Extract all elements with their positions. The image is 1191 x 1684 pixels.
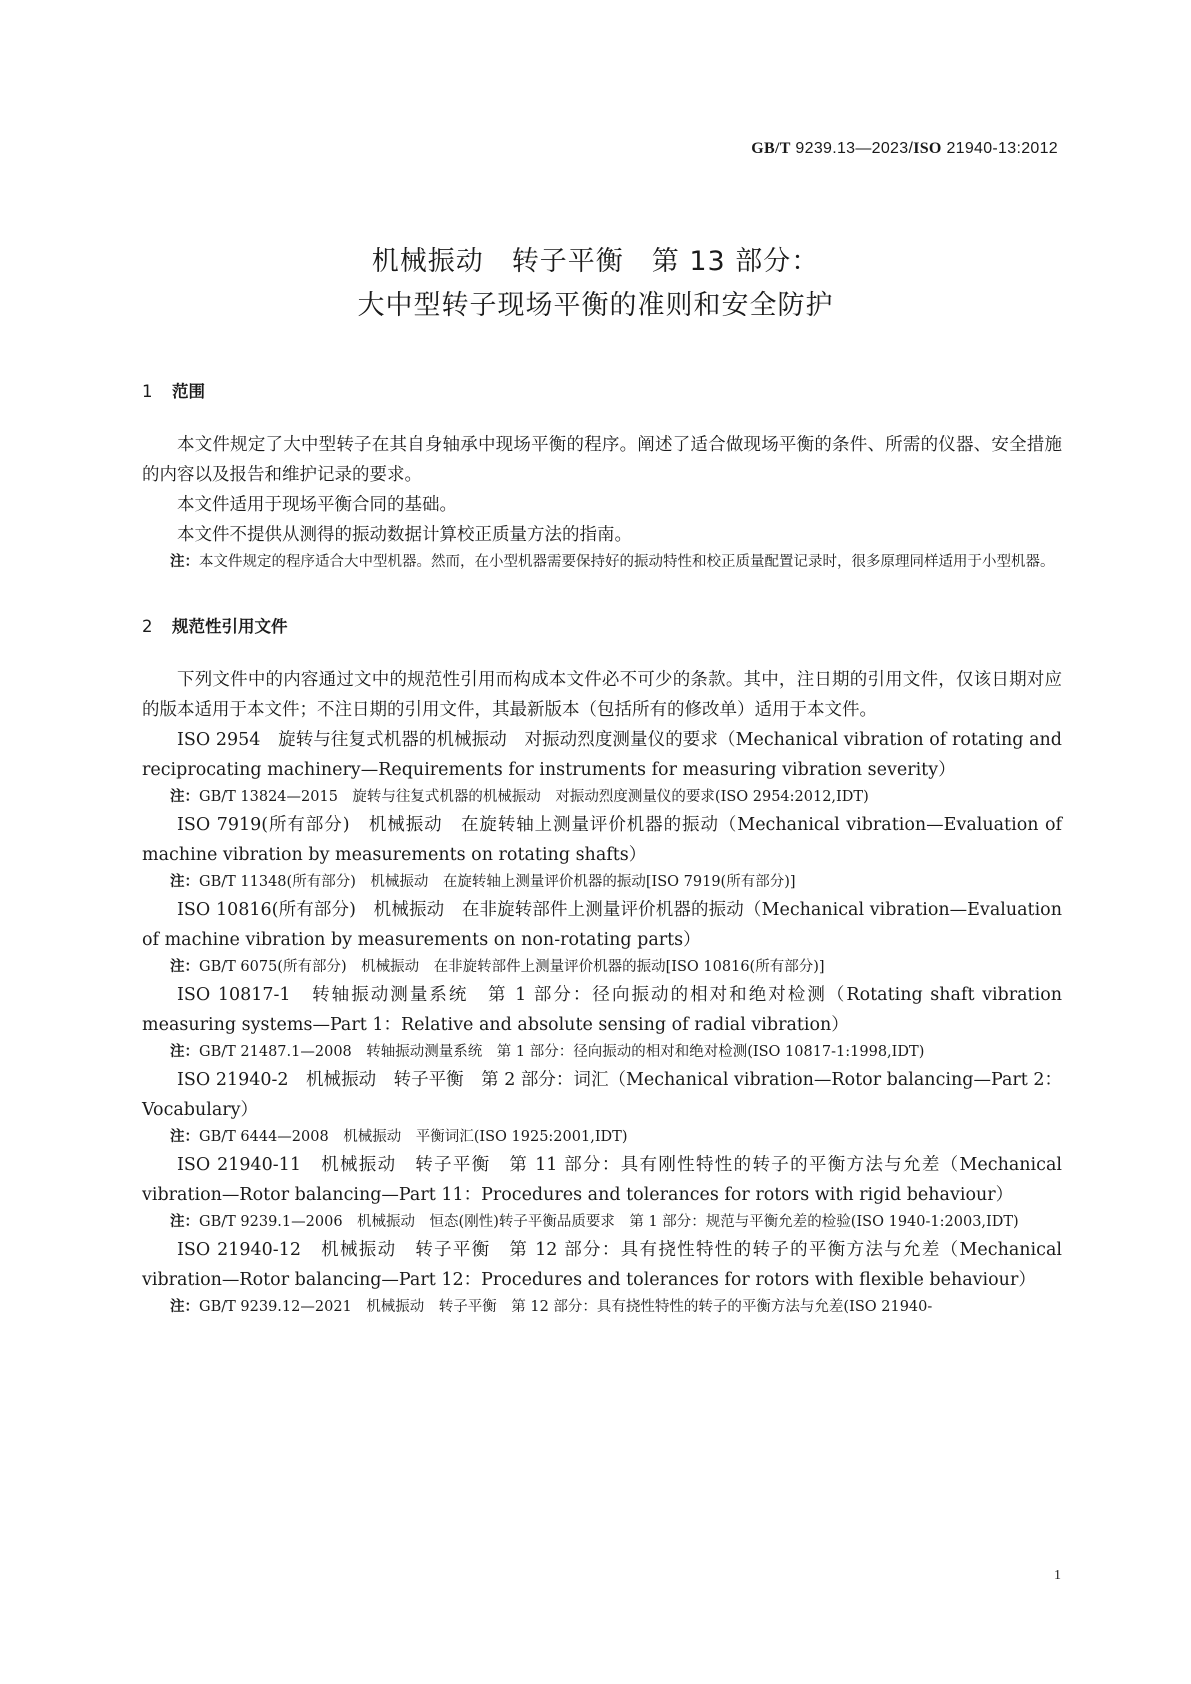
note-label: 注：: [170, 1214, 199, 1230]
reference-entry: ISO 7919(所有部分) 机械振动 在旋转轴上测量评价机器的振动（Mechanical vibration—Evaluation of machine vibration by measurements on rotating shafts）: [142, 815, 1062, 865]
reference-entry: ISO 21940-12 机械振动 转子平衡 第 12 部分：具有挠性特性的转子的平衡方法与允差（Mechanical vibration—Rotor balancing—Part 12：Procedures and tolerances for rotors with flexible behaviour）: [142, 1240, 1062, 1290]
standard-code-iso-prefix: ISO: [913, 140, 942, 157]
note-text: GB/T 9239.12—2021 机械振动 转子平衡 第 12 部分：具有挠性特性的转子的平衡方法与允差(ISO 21940-: [199, 1299, 933, 1315]
paragraph: 本文件规定了大中型转子在其自身轴承中现场平衡的程序。阐述了适合做现场平衡的条件、所需的仪器、安全措施的内容以及报告和维护记录的要求。: [142, 435, 1062, 485]
section-number: 1: [142, 382, 153, 401]
note-text: 本文件规定的程序适合大中型机器。然而，在小型机器需要保持好的振动特性和校正质量配置记录时，很多原理同样适用于小型机器。: [199, 554, 1055, 570]
title-line-1: 机械振动 转子平衡 第 13 部分：: [371, 246, 820, 277]
note-label: 注：: [170, 554, 199, 570]
standard-code-number: 9239.13—2023/: [795, 140, 914, 157]
note-text: GB/T 21487.1—2008 转轴振动测量系统 第 1 部分：径向振动的相对和绝对检测(ISO 10817-1:1998,IDT): [199, 1044, 925, 1060]
document-title: [0, 240, 1191, 328]
reference-entry: ISO 21940-2 机械振动 转子平衡 第 2 部分：词汇（Mechanical vibration—Rotor balancing—Part 2：Vocabulary）: [142, 1070, 1062, 1120]
standard-code: [751, 140, 1058, 158]
reference-entry: ISO 21940-11 机械振动 转子平衡 第 11 部分：具有刚性特性的转子的平衡方法与允差（Mechanical vibration—Rotor balancing—Part 11：Procedures and tolerances for rotors with rigid behaviour）: [142, 1155, 1062, 1205]
note-text: GB/T 6075(所有部分) 机械振动 在非旋转部件上测量评价机器的振动[ISO 10816(所有部分)]: [199, 959, 825, 975]
page-number: 1: [1054, 1568, 1061, 1583]
reference-note: [142, 1040, 1062, 1065]
note-text: GB/T 6444—2008 机械振动 平衡词汇(ISO 1925:2001,IDT): [199, 1129, 628, 1145]
paragraph: 本文件不提供从测得的振动数据计算校正质量方法的指南。: [177, 525, 632, 545]
standard-code-iso-number: 21940-13:2012: [946, 140, 1058, 157]
reference-note: [142, 1295, 1062, 1320]
reference-note: [142, 870, 1062, 895]
title-line-2: 大中型转子现场平衡的准则和安全防护: [357, 290, 834, 321]
section-number: 2: [142, 617, 153, 636]
section-title: 规范性引用文件: [172, 617, 288, 636]
reference-note: [142, 955, 1062, 980]
paragraph: 下列文件中的内容通过文中的规范性引用而构成本文件必不可少的条款。其中，注日期的引用文件，仅该日期对应的版本适用于本文件；不注日期的引用文件，其最新版本（包括所有的修改单）适用于本文件。: [142, 670, 1062, 720]
note-text: GB/T 13824—2015 旋转与往复式机器的机械振动 对振动烈度测量仪的要求(ISO 2954:2012,IDT): [199, 789, 869, 805]
note-text: GB/T 9239.1—2006 机械振动 恒态(刚性)转子平衡品质要求 第 1 部分：规范与平衡允差的检验(ISO 1940-1:2003,IDT): [199, 1214, 1019, 1230]
reference-note: [142, 785, 1062, 810]
reference-note: [142, 1125, 1062, 1150]
note-label: 注：: [170, 959, 199, 975]
reference-entry: ISO 10817-1 转轴振动测量系统 第 1 部分：径向振动的相对和绝对检测（Rotating shaft vibration measuring systems—Part 1：Relative and absolute sensing of radial vibration）: [142, 985, 1062, 1035]
document-body: [142, 380, 1062, 1320]
note-label: 注：: [170, 789, 199, 805]
paragraph: 本文件适用于现场平衡合同的基础。: [177, 495, 457, 515]
note-label: 注：: [170, 1299, 199, 1315]
note-label: 注：: [170, 1044, 199, 1060]
section-title: 范围: [172, 382, 205, 401]
standard-code-prefix: GB/T: [751, 140, 791, 157]
section-1-heading: [142, 380, 1062, 404]
reference-note: [142, 1210, 1062, 1235]
note: [142, 550, 1062, 575]
note-label: 注：: [170, 1129, 199, 1145]
note-text: GB/T 11348(所有部分) 机械振动 在旋转轴上测量评价机器的振动[ISO 7919(所有部分)]: [199, 874, 796, 890]
reference-entry: ISO 10816(所有部分) 机械振动 在非旋转部件上测量评价机器的振动（Mechanical vibration—Evaluation of machine vibration by measurements on non-rotating parts）: [142, 900, 1062, 950]
note-label: 注：: [170, 874, 199, 890]
section-2-heading: [142, 615, 1062, 639]
reference-entry: ISO 2954 旋转与往复式机器的机械振动 对振动烈度测量仪的要求（Mechanical vibration of rotating and reciprocating machinery—Requirements for instruments for measuring vibration severity）: [142, 730, 1062, 780]
